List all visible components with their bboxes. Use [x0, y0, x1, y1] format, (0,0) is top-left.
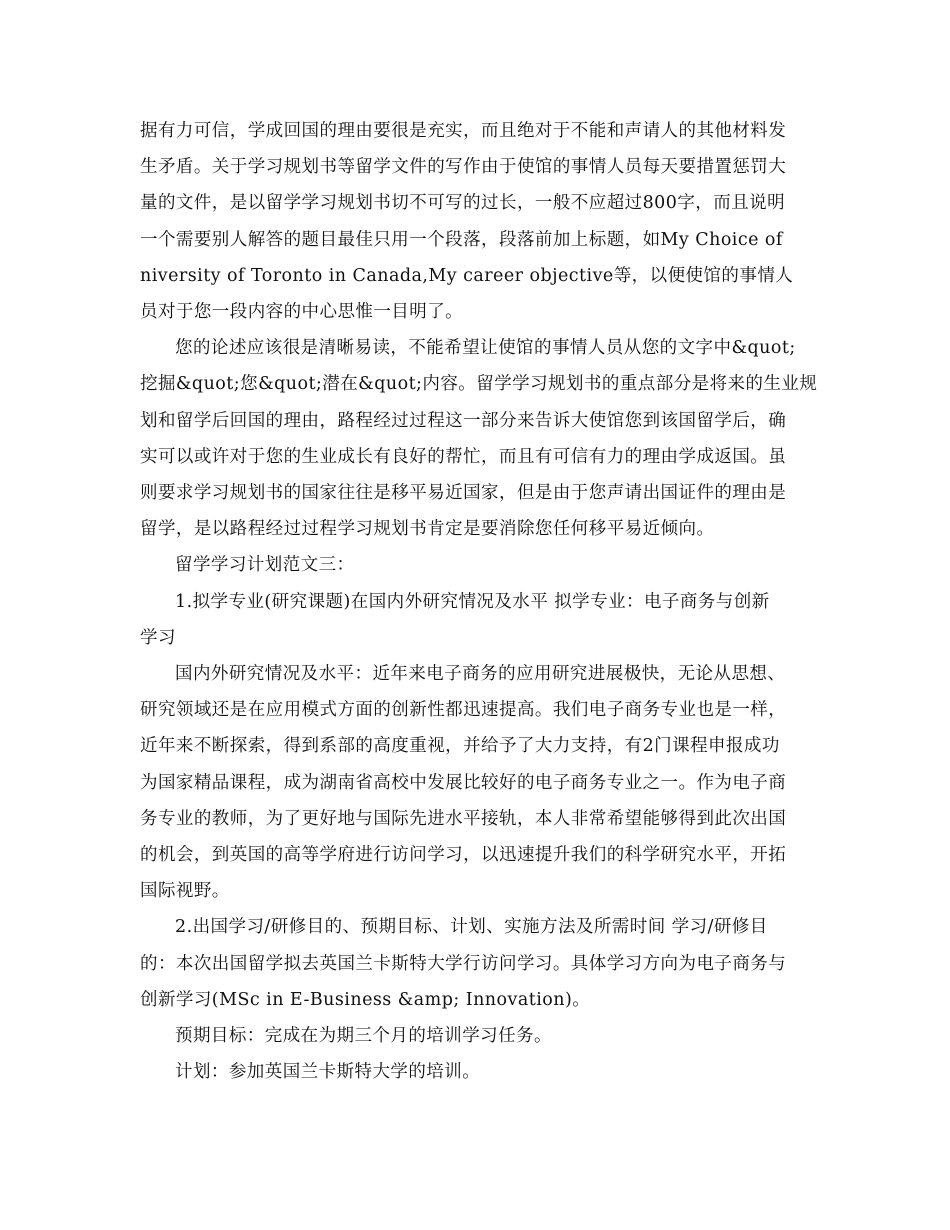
paragraph-4: [140, 584, 810, 656]
text-line: 您的论述应该很是清晰易读，不能希望让使馆的事情人员从您的文字中&quot;: [175, 338, 796, 359]
text-line: 实可以或许对于您的生业成长有良好的帮忙，而且有可信有力的理由学成返国。虽: [140, 446, 787, 467]
text-line: 务专业的教师，为了更好地与国际先进水平接轨，本人非常希望能够得到此次出国: [140, 808, 787, 829]
text-line: 研究领域还是在应用模式方面的创新性都迅速提高。我们电子商务专业也是一样，: [140, 700, 787, 721]
paragraph-5: [140, 656, 810, 909]
paragraph-6: [140, 909, 810, 1018]
text-line: 1.拟学专业(研究课题)在国内外研究情况及水平 拟学专业：电子商务与创新: [175, 591, 770, 612]
text-line: 量的文件，是以留学学习规划书切不可写的过长，一般不应超过800字，而且说明: [140, 193, 786, 214]
text-line: 挖掘&quot;您&quot;潜在&quot;内容。留学学习规划书的重点部分是将来的生业规: [140, 374, 818, 395]
text-line: 计划：参加英国兰卡斯特大学的培训。: [175, 1062, 481, 1083]
text-line: 预期目标：完成在为期三个月的培训学习任务。: [175, 1026, 552, 1047]
paragraph-1: [140, 113, 810, 330]
text-line: 为国家精品课程，成为湖南省高校中发展比较好的电子商务专业之一。作为电子商: [140, 772, 787, 793]
text-line: 的：本次出国留学拟去英国兰卡斯特大学行访问学习。具体学习方向为电子商务与: [140, 953, 787, 974]
text-line: niversity of Toronto in Canada,My career objective等，以便使馆的事情人: [140, 265, 794, 286]
text-line: 国际视野。: [140, 881, 230, 902]
text-line: 的机会，到英国的高等学府进行访问学习，以迅速提升我们的科学研究水平，开拓: [140, 845, 787, 866]
text-line: 一个需要别人解答的题目最佳只用一个段落，段落前加上标题，如My Choice of: [140, 229, 783, 250]
paragraph-7: [140, 1018, 810, 1054]
text-line: 生矛盾。关于学习规划书等留学文件的写作由于使馆的事情人员每天要措置惩罚大: [140, 157, 787, 178]
text-line: 则要求学习规划书的国家往往是移平易近国家，但是由于您声请出国证件的理由是: [140, 483, 787, 504]
paragraph-8: [140, 1054, 810, 1090]
text-line: 近年来不断探索，得到系部的高度重视，并给予了大力支持，有2门课程申报成功: [140, 736, 780, 757]
text-line: 员对于您一段内容的中心思惟一目明了。: [140, 302, 464, 323]
text-line: 学习: [140, 627, 176, 648]
paragraph-3-heading: [140, 547, 810, 583]
text-line: 国内外研究情况及水平：近年来电子商务的应用研究进展极快，无论从思想、: [175, 664, 786, 685]
text-line: 划和留学后回国的理由，路程经过过程这一部分来告诉大使馆您到该国留学后，确: [140, 410, 787, 431]
text-line: 留学，是以路程经过过程学习规划书肯定是要消除您任何移平易近倾向。: [140, 519, 715, 540]
text-line: 据有力可信，学成回国的理由要很是充实，而且绝对于不能和声请人的其他材料发: [140, 121, 787, 141]
section-heading: 留学学习计划范文三：: [175, 555, 355, 576]
paragraph-2: [140, 330, 818, 547]
text-line: 创新学习(MSc in E-Business &amp; Innovation)。: [140, 989, 591, 1010]
text-line: 2.出国学习/研修目的、预期目标、计划、实施方法及所需时间 学习/研修目: [175, 917, 768, 938]
document-body: [140, 113, 818, 1090]
